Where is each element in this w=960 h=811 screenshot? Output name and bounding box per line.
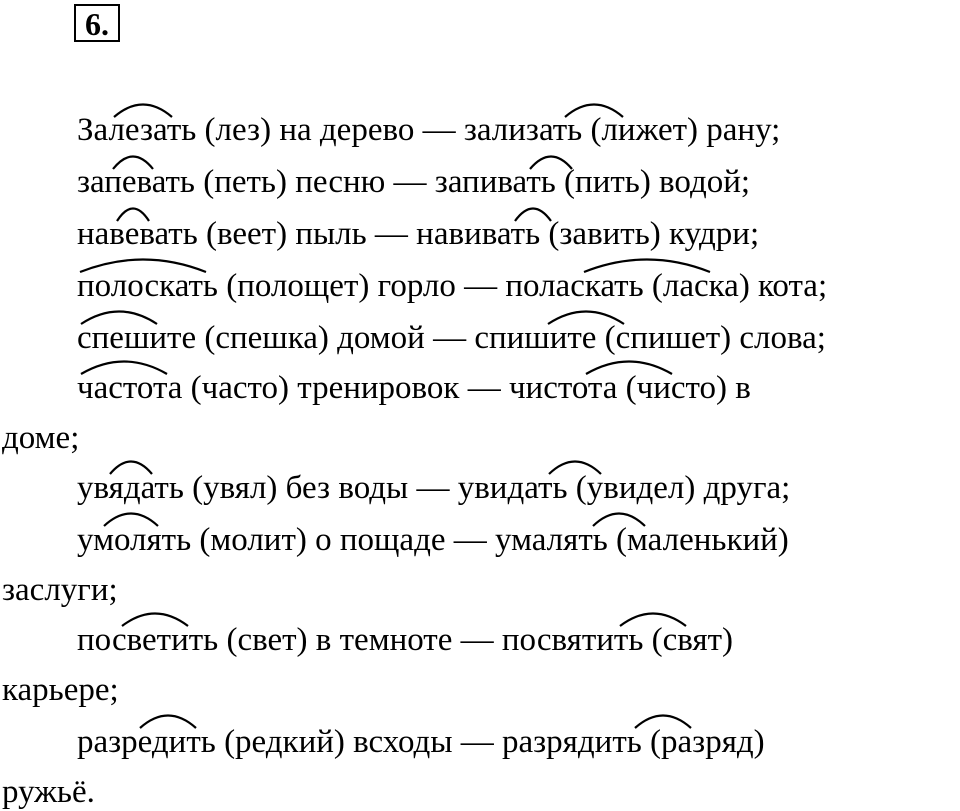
line-text: полоскать (полощет) горло — поласкать (ласка) кота;	[77, 268, 828, 304]
root-arc-8a	[108, 457, 154, 477]
root-arc-5a	[79, 307, 159, 327]
root-arc-3b	[513, 204, 553, 224]
text-line-3	[77, 215, 759, 253]
line-text: навевать (веет) пыль — навивать (завить) кудри;	[77, 216, 760, 252]
exercise-number-suffix: .	[101, 6, 109, 42]
text-line-1	[77, 111, 780, 149]
line-text: увядать (увял) без воды — увидать (увидел) друга;	[77, 470, 791, 506]
line-text: посветить (свет) в темноте — посвятить (свят)	[77, 622, 734, 658]
root-arc-4b	[582, 255, 712, 275]
root-arc-1b	[563, 100, 625, 120]
root-arc-6b	[584, 357, 674, 377]
root-arc-8b	[547, 457, 603, 477]
root-arc-11a	[120, 609, 190, 629]
root-arc-13b	[633, 711, 693, 731]
line-text: частота (часто) тренировок — чистота (чисто) в	[77, 370, 751, 406]
text-line-9	[77, 521, 789, 559]
line-text: разредить (редкий) всходы — разрядить (разряд)	[77, 724, 765, 760]
root-arc-3a	[115, 204, 151, 224]
root-arc-9b	[591, 509, 647, 529]
root-arc-9a	[102, 509, 160, 529]
root-arc-11b	[618, 609, 688, 629]
exercise-number-box	[74, 4, 120, 42]
line-text: Залезать (лез) на дерево — зализать (лижет) рану;	[77, 112, 781, 148]
root-arc-13a	[138, 711, 198, 731]
line-text: спешите (спешка) домой — спишите (спишет) слова;	[77, 320, 826, 356]
root-arc-2b	[528, 152, 574, 172]
exercise-number: 6	[85, 6, 101, 42]
text-line-2	[77, 163, 750, 201]
root-arc-6a	[79, 357, 169, 377]
line-text: карьере;	[2, 672, 119, 708]
text-line-8	[77, 469, 790, 507]
text-line-7	[2, 419, 79, 457]
text-line-14	[2, 773, 95, 811]
line-text: ружьё.	[2, 774, 95, 810]
root-arc-2a	[111, 152, 155, 172]
line-text: доме;	[2, 420, 80, 456]
text-line-10	[2, 571, 118, 609]
line-text: заслуги;	[2, 572, 118, 608]
root-arc-1a	[112, 100, 174, 120]
line-text: умолять (молит) о пощаде — умалять (маленький)	[77, 522, 789, 558]
root-arc-5b	[546, 307, 626, 327]
line-text: запевать (петь) песню — запивать (пить) водой;	[77, 164, 751, 200]
text-line-12	[2, 671, 119, 709]
text-line-5	[77, 319, 826, 357]
root-arc-4a	[78, 255, 208, 275]
